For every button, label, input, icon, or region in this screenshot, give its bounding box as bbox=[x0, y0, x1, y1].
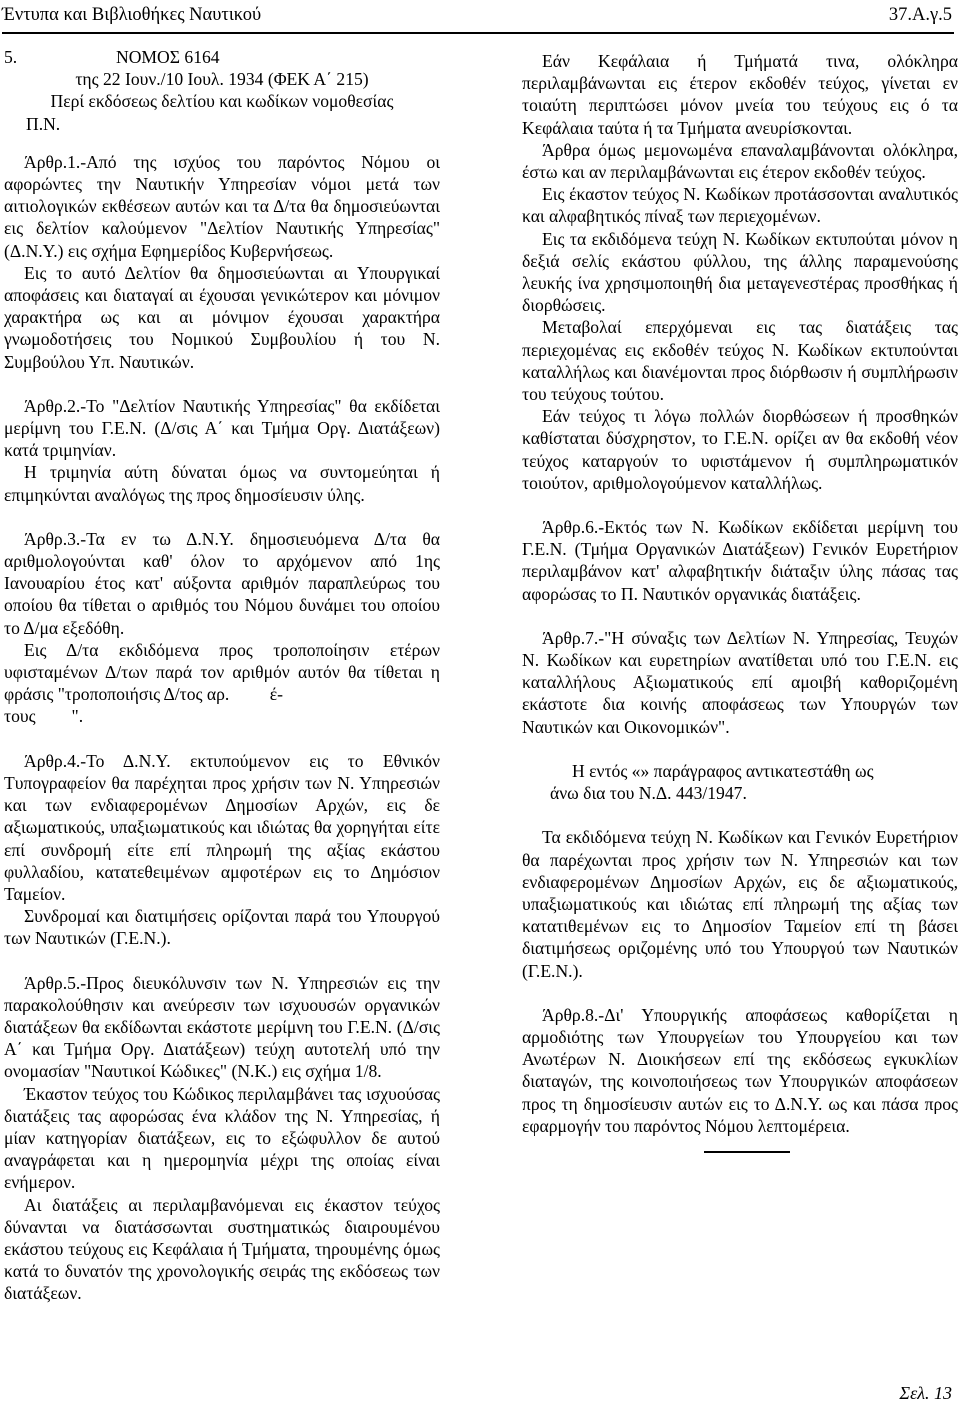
article-4-para-2: Συνδρομαί και διατιμήσεις ορίζονται παρά του Υπουργού των Ναυτικών (Γ.Ε.Ν.). bbox=[4, 906, 440, 949]
section-number: 5. bbox=[4, 47, 18, 67]
article-5-para-4: Εάν Κεφάλαια ή Τμήματά τινα, ολόκληρα περιλαμβάνωνται εις έτερον εκδοθέν τεύχος, γίνεται εν τοιαύτη περιπτώσει μόνον μνεία του τεύχους εις ό τα Κεφάλαια ταύτα ή τα Τμήματα ανευρίσκονται. bbox=[522, 51, 958, 138]
amendment-note bbox=[522, 760, 958, 782]
running-header-code: 37.Α.γ.5 bbox=[888, 5, 952, 25]
running-header-title: Έντυπα και Βιβλιοθήκες Ναυτικού bbox=[2, 5, 262, 25]
end-rule bbox=[704, 1151, 790, 1153]
article-7: Άρθρ.7.-"Η σύναξις των Δελτίων Ν. Υπηρεσίας, Τευχών Ν. Κωδίκων και ευρετηρίων ανατίθεται υπό του Γ.Ε.Ν. εις καταλλήλους Αξιωματικούς επί αμοιβή καθοριζομένη εκάστοτε δια κοινής αποφάσεως των Υπουργών των Ναυτικών και Οικονομικών". bbox=[522, 627, 958, 737]
article-5: Άρθρ.5.-Προς διευκόλυνσιν των Ν. Υπηρεσιών εις την παρακολούθησιν και ανεύρεσιν των ισχυουσών οργανικών διατάξεων θα εκδίδωνται εκάστοτε μερίμνη του Γ.Ε.Ν. (Δ/σις Α΄ και Τμήμα Οργ. Διατάξεων) τεύχη αυτοτελή υπό την ονομασίαν "Ναυτικοί Κώδικες" (Ν.Κ.) εις σχήμα 1/8. bbox=[4, 972, 440, 1082]
article-4: Άρθρ.4.-Το Δ.Ν.Υ. εκτυπούμενον εις το Εθνικόν Τυπογραφείον θα παρέχηται προς χρήσιν των Ν. Υπηρεσιών και των ενδιαφερομένων Δημοσίων Αρχών, εις δε αξιωματικούς, υπαξιωματικούς και ιδιώτας θα χορηγήται είτε επί συνδρομή είτε επί πληρωμή της αξίας εκάστου φυλλαδίου, κατατεθειμένων αμφοτέρων εις το Δημόσιον Ταμείον. bbox=[4, 750, 440, 904]
law-subject: Περί εκδόσεως δελτίου και κωδίκων νομοθεσίας bbox=[50, 91, 394, 112]
amendment-note-2 bbox=[522, 782, 958, 804]
right-column bbox=[522, 50, 958, 1153]
article-1-para-2: Εις το αυτό Δελτίον θα δημοσιεύωνται αι Υπουργικαί αποφάσεις και διαταγαί αι έχουσαι γενικώτερον και μόνιμον χαρακτήρα ως και αι μόνιμον έχουσαι χαρακτήρα γνωμοδοτήσεις του Νομικού Συμβουλίου ή του Ν. Συμβούλου Υπ. Ναυτικών. bbox=[4, 262, 440, 372]
article-1: Άρθρ.1.-Από της ισχύος του παρόντος Νόμου οι αφορώντες την Ναυτικήν Υπηρεσίαν νόμοι μετά των αιτιολογικών εκθέσεων αυτών και τα Δ/τα θα δημοσιεύωνται εις δελτίον καλούμενον "Δελτίον Ναυτικής Υπηρεσίας" (Δ.Ν.Υ.) εις σχήμα Εφημερίδος Κυβερνήσεως. bbox=[4, 151, 440, 261]
article-5-para-7: Εις τα εκδιδόμενα τεύχη Ν. Κωδίκων εκτυπούται μόνον η δεξιά σελίς εκάστου φύλλου, της άλλης παραμενούσης λευκής ίνα χρησιμοποιηθή δια μεταγενεστέρας προσθήκας ή διορθώσεις. bbox=[522, 228, 958, 316]
article-7-para-2: Τα εκδιδόμενα τεύχη Ν. Κωδίκων και Γενικόν Ευρετήριον θα παρέχωνται προς χρήσιν των Ν. Υπηρεσιών και των ενδιαφερομένων Δημοσίων Αρχών, εις δε αξιωματικούς, υπαξιωματικούς και ιδιώτας επί πληρωμή της αξίας των κατατιθεμένων εις το Δημοσίον Ταμείον επί τη βάσει διατιμήσεως οριζομένης υπό του Υπουργού των Ναυτικών (Γ.Ε.Ν.). bbox=[522, 827, 958, 981]
article-2: Άρθρ.2.-Το "Δελτίον Ναυτικής Υπηρεσίας" θα εκδίδεται μερίμνη του Γ.Ε.Ν. (Δ/σις Α΄ και Τμήμα Οργ. Διατάξεων) κατά τριμηνίαν. bbox=[4, 395, 440, 461]
law-title: ΝΟΜΟΣ 6164 bbox=[116, 47, 220, 67]
law-subject-end: Π.Ν. bbox=[26, 113, 61, 134]
law-heading bbox=[4, 46, 440, 135]
article-6: Άρθρ.6.-Εκτός των Ν. Κωδίκων εκδίδεται μερίμνη του Γ.Ε.Ν. (Τμήμα Οργανικών Διατάξεων) Γενικόν Ευρετήριον περιλαμβάνον κατ' αλφαβητικήν διάταξιν ύλης πάσας τας αφορώσας το Π. Ναυτικόν οργανικάς διατάξεις. bbox=[522, 517, 958, 604]
article-5-para-8: Μεταβολαί επερχόμεναι εις τας διατάξεις τας περιεχομένας εις εκδοθέν τεύχος Ν. Κωδίκων εκτυπούνται καταλλήλως και διανέμονται προς διόρθωσιν ή συμπλήρωσιν του τεύχους τούτου. bbox=[522, 317, 958, 405]
amendment-note-line-1: Η εντός «» παράγραφος αντικατεστάθη ως bbox=[572, 760, 874, 781]
article-3-para-2 bbox=[4, 639, 440, 728]
article-5-para-3: Αι διατάξεις αι περιλαμβανόμεναι εις έκαστον τεύχος δύνανται να διατάσσωνται συστηματικώς διαιρουμένου εκάστου τεύχους εις Κεφάλαια ή Τμήματα, τηρουμένης όμως κατά το δυνατόν της χρονολογικής σειράς της εκδόσεως των διατάξεων. bbox=[4, 1194, 440, 1304]
article-3-para-2-text: Εις Δ/τα εκδιδόμενα προς τροποποίησιν ετέρων υφισταμένων Δ/των παρά τον αριθμόν αυτόν θα τίθεται η φράσις "τροποποιήσις Δ/τος αρ. bbox=[4, 639, 440, 705]
article-3-para-2-tail: τους bbox=[4, 706, 36, 727]
article-5-para-5: Άρθρα όμως μεμονωμένα επαναλαμβάνονται ολόκληρα, έστω και αν περιλαμβάνωνται εις έτερον εκδοθέν τεύχος. bbox=[522, 139, 958, 183]
page-number: Σελ. 13 bbox=[899, 1383, 952, 1403]
article-5-para-2: Έκαστον τεύχος του Κώδικος περιλαμβάνει τας ισχυούσας διατάξεις τας αφορώσας ένα κλάδον της Ν. Υπηρεσίας, ή μίαν κατηγορίαν διατάξεων, εις το εξώφυλλον δε αυτού αναγράφεται και η ημερομηνία μέχρι της οποίας είναι ενήμερον. bbox=[4, 1083, 440, 1193]
article-3-para-2-hyphen: έ- bbox=[269, 684, 283, 705]
amendment-note-line-2: άνω δια του Ν.Δ. 443/1947. bbox=[550, 783, 747, 804]
article-5-para-9: Εάν τεύχος τι λόγω πολλών διορθώσεων ή προσθηκών καθίσταται δύσχρηστον, το Γ.Ε.Ν. ορίζει αν θα εκδοθή νέον τεύχος καταργούν το υφιστάμενον ή συμπληρωματικόν τοιούτον, αριθμολογούμενον καταλλήλως. bbox=[522, 406, 958, 493]
article-8: Άρθρ.8.-Δι' Υπουργικής αποφάσεως καθορίζεται η αρμοδιότης των Υπουργείων του Υπουργείου και των Ανωτέρων Ν. Διοικήσεων επί της εκδόσεως εγκυκλίων διαταγών, της κοινοποιήσεως των Υπουργικών αποφάσεων προς τη δημοσίευσιν αυτών εις το Δ.Ν.Υ. ως και πάσα προς εφαρμογήν του παρόντος Νόμου λεπτομέρεια. bbox=[522, 1004, 958, 1136]
header-rule bbox=[2, 32, 954, 34]
left-column bbox=[4, 46, 440, 1305]
article-3-para-2-end: ". bbox=[71, 706, 84, 727]
article-3: Άρθρ.3.-Τα εν τω Δ.Ν.Υ. δημοσιευόμενα Δ/τα θα αριθμολογούνται καθ' όλον το αρχόμενον από 1ης Ιανουαρίου έτος κατ' αύξοντα αριθμόν παραπλεύρως του οποίου θα τίθεται ο αριθμός του Νόμου δυνάμει του οποίου το Δ/μα εξεδόθη. bbox=[4, 528, 440, 638]
law-date: της 22 Ιουν./10 Ιουλ. 1934 (ΦΕΚ Α΄ 215) bbox=[75, 69, 369, 90]
article-2-para-2: Η τριμηνία αύτη δύναται όμως να συντομεύηται ή επιμηκύνται αναλόγως της προς δημοσίευσιν ύλης. bbox=[4, 462, 440, 505]
article-5-para-6: Εις έκαστον τεύχος Ν. Κωδίκων προτάσσονται αναλυτικός και αλφαβητικός πίναξ των περιεχομένων. bbox=[522, 184, 958, 227]
